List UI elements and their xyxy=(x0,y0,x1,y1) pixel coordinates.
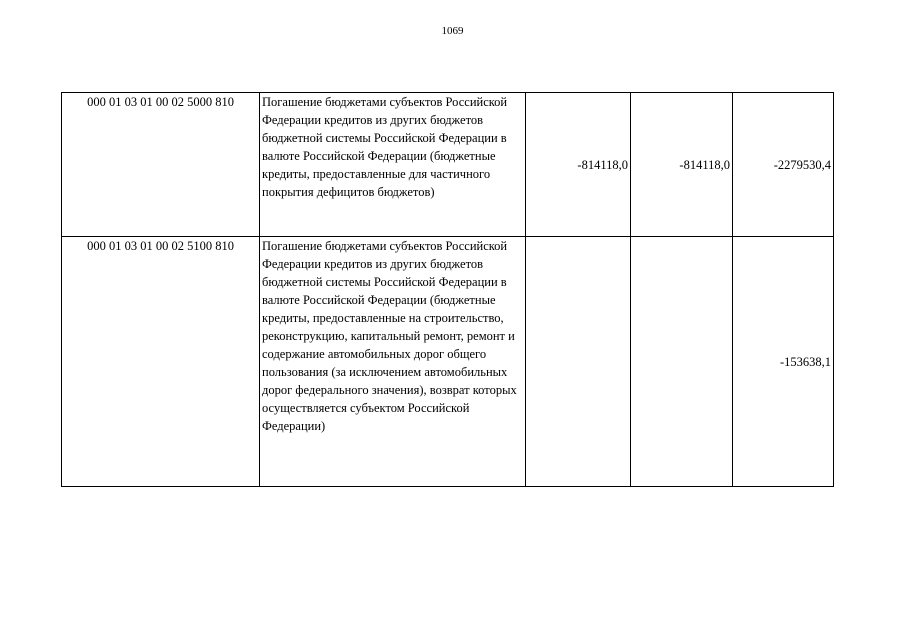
budget-table xyxy=(61,92,834,487)
table-row xyxy=(62,93,834,237)
budget-code-cell: 000 01 03 01 00 02 5100 810 xyxy=(62,237,260,487)
value-cell-2: -814118,0 xyxy=(631,93,733,237)
description-cell: Погашение бюджетами субъектов Российской Федерации кредитов из других бюджетов бюджетной системы Российской Федерации в валюте Российской Федерации (бюджетные кредиты, предоставленные на строительство, реконструкцию, капитальный ремонт, ремонт и содержание автомобильных дорог общего пользования (за исключением автомобильных дорог федерального значения), возврат которых осуществляется субъектом Российской Федерации) xyxy=(260,237,526,487)
table-row xyxy=(62,237,834,487)
description-cell: Погашение бюджетами субъектов Российской Федерации кредитов из других бюджетов бюджетной системы Российской Федерации в валюте Российской Федерации (бюджетные кредиты, предоставленные для частичного покрытия дефицитов бюджетов) xyxy=(260,93,526,237)
page-number: 1069 xyxy=(441,25,464,37)
value-cell-3: -153638,1 xyxy=(733,237,834,487)
value-cell-1 xyxy=(526,237,631,487)
value-cell-2 xyxy=(631,237,733,487)
value-cell-1: -814118,0 xyxy=(526,93,631,237)
value-cell-3: -2279530,4 xyxy=(733,93,834,237)
budget-code-cell: 000 01 03 01 00 02 5000 810 xyxy=(62,93,260,237)
